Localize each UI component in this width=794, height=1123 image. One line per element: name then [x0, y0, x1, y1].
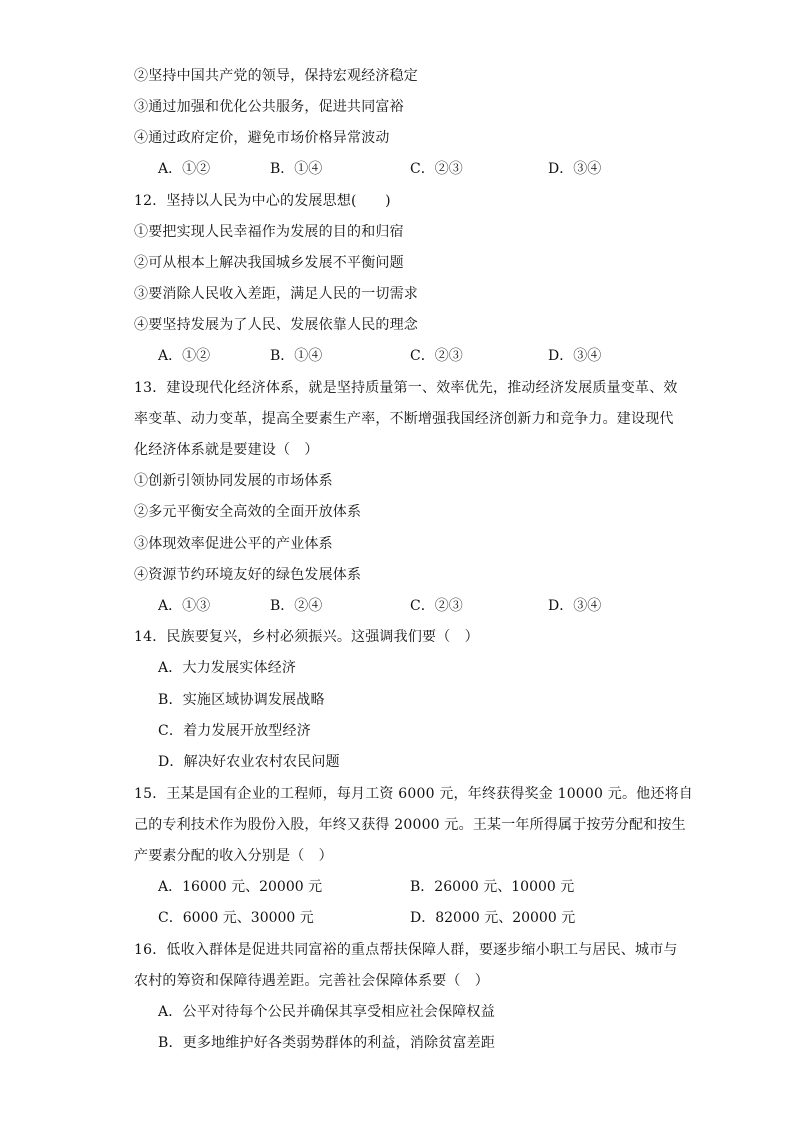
- question-14-choice-d[interactable]: D．解决好农业农村农民问题: [158, 754, 340, 770]
- choice-c[interactable]: C．②③: [410, 598, 463, 614]
- question-12-statement-4: ④要坚持发展为了人民、发展依靠人民的理念: [134, 317, 418, 333]
- question-13-statement-2: ②多元平衡安全高效的全面开放体系: [134, 504, 362, 520]
- question-13-stem-line-1: 13．建设现代化经济体系，就是坚持质量第一、效率优先，推动经济发展质量变革、效: [134, 380, 678, 396]
- question-13-statement-1: ①创新引领协同发展的市场体系: [134, 473, 333, 489]
- choice-c[interactable]: C．②③: [410, 161, 463, 177]
- question-11-option-statement-2: ②坚持中国共产党的领导，保持宏观经济稳定: [134, 68, 418, 84]
- choice-a[interactable]: A．①②: [158, 348, 211, 364]
- choice-a[interactable]: A．①③: [158, 598, 211, 614]
- choice-a[interactable]: A．①②: [158, 161, 211, 177]
- choice-b[interactable]: B．①④: [270, 161, 323, 177]
- choice-b[interactable]: B．②④: [270, 598, 323, 614]
- question-15-stem-line-2: 己的专利技术作为股份入股，年终又获得 20000 元。王某一年所得属于按劳分配和按生: [134, 817, 686, 833]
- question-15-stem-line-1: 15．王某是国有企业的工程师，每月工资 6000 元，年终获得奖金 10000 元。他还将自: [134, 786, 693, 802]
- choice-c[interactable]: C．②③: [410, 348, 463, 364]
- question-11-option-statement-4: ④通过政府定价，避免市场价格异常波动: [134, 130, 390, 146]
- choice-b[interactable]: B．26000 元、10000 元: [410, 879, 575, 895]
- question-14-choice-c[interactable]: C．着力发展开放型经济: [158, 723, 311, 739]
- question-16-stem-line-2: 农村的筹资和保障待遇差距。完善社会保障体系要（ ）: [134, 973, 489, 989]
- question-13-stem-line-2: 率变革、动力变革，提高全要素生产率，不断增强我国经济创新力和竞争力。建设现代: [134, 411, 674, 427]
- question-14-choice-b[interactable]: B．实施区域协调发展战略: [158, 692, 325, 708]
- question-12-statement-2: ②可从根本上解决我国城乡发展不平衡问题: [134, 255, 404, 271]
- question-11-option-statement-3: ③通过加强和优化公共服务，促进共同富裕: [134, 99, 404, 115]
- question-16-choice-a[interactable]: A．公平对待每个公民并确保其享受相应社会保障权益: [158, 1004, 495, 1020]
- question-16-stem-line-1: 16．低收入群体是促进共同富裕的重点帮扶保障人群，要逐步缩小职工与居民、城市与: [134, 942, 678, 958]
- choice-d[interactable]: D．82000 元、20000 元: [410, 910, 576, 926]
- question-16-choice-b[interactable]: B．更多地维护好各类弱势群体的利益，消除贫富差距: [158, 1035, 496, 1051]
- question-13-statement-3: ③体现效率促进公平的产业体系: [134, 536, 333, 552]
- question-12-statement-1: ①要把实现人民幸福作为发展的目的和归宿: [134, 224, 404, 240]
- choice-d[interactable]: D．③④: [548, 348, 602, 364]
- choice-d[interactable]: D．③④: [548, 161, 602, 177]
- choice-a[interactable]: A．16000 元、20000 元: [158, 879, 323, 895]
- question-12-statement-3: ③要消除人民收入差距，满足人民的一切需求: [134, 286, 418, 302]
- choice-d[interactable]: D．③④: [548, 598, 602, 614]
- question-13-statement-4: ④资源节约环境友好的绿色发展体系: [134, 567, 362, 583]
- question-14-stem: 14．民族要复兴，乡村必须振兴。这强调我们要（ ）: [134, 629, 479, 645]
- choice-c[interactable]: C．6000 元、30000 元: [158, 910, 314, 926]
- question-13-stem-line-3: 化经济体系就是要建设（ ）: [134, 442, 319, 458]
- choice-b[interactable]: B．①④: [270, 348, 323, 364]
- question-15-stem-line-3: 产要素分配的收入分别是（ ）: [134, 848, 333, 864]
- question-14-choice-a[interactable]: A．大力发展实体经济: [158, 660, 297, 676]
- question-12-stem: 12．坚持以人民为中心的发展思想( ): [134, 193, 391, 209]
